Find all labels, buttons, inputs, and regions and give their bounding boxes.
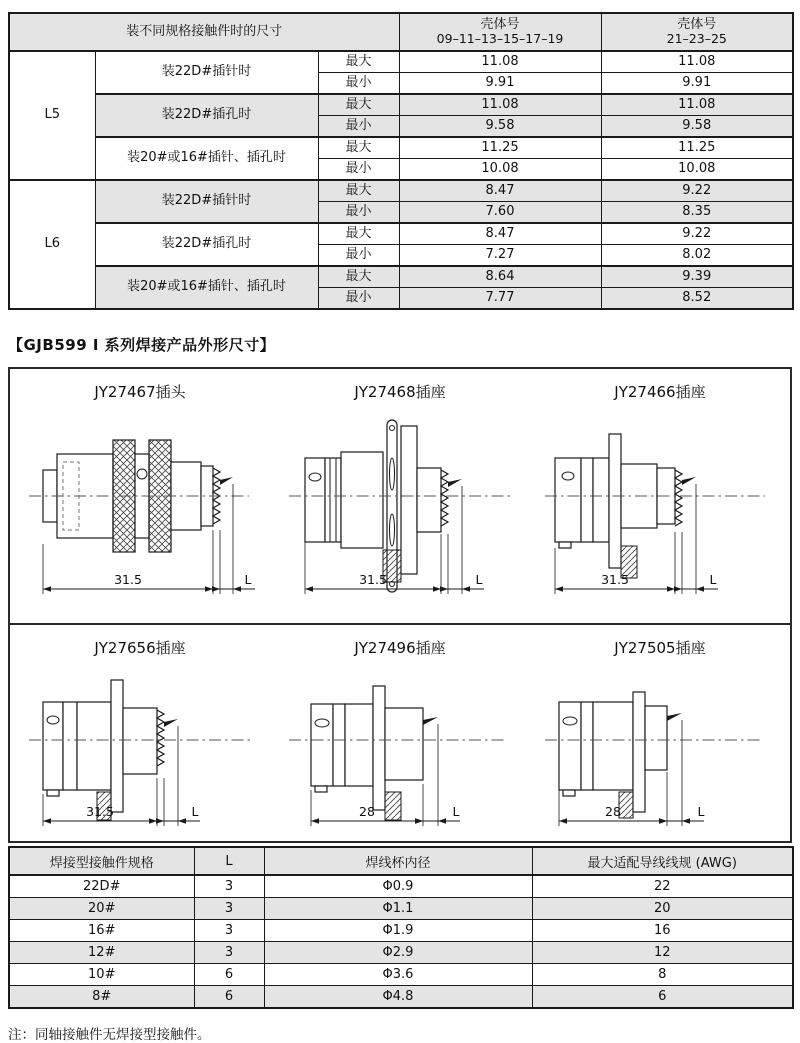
solder-table-header-cell: 焊线杯内径: [264, 847, 532, 875]
value-cell-shell2: 11.08: [601, 51, 793, 73]
minmax-label-cell: 最大: [318, 223, 399, 245]
minmax-label-cell: 最小: [318, 288, 399, 310]
value-cell-shell2: 8.02: [601, 245, 793, 267]
value-cell-shell2: 9.39: [601, 266, 793, 288]
connector-drawing-jy27468: [274, 404, 526, 609]
value-cell-shell2: 8.35: [601, 202, 793, 224]
minmax-label-cell: 最小: [318, 159, 399, 181]
minmax-label-cell: 最小: [318, 116, 399, 138]
value-cell-shell2: 9.58: [601, 116, 793, 138]
connector-drawing-jy27467: [14, 404, 266, 609]
section-heading: 【GJB599 I 系列焊接产品外形尺寸】: [8, 336, 276, 354]
connector-drawing-jy27466: [534, 404, 786, 609]
table-cell: 22D#: [9, 875, 194, 898]
table-cell: 6: [194, 964, 264, 986]
solder-table-row: [9, 986, 793, 1009]
value-cell-shell2: 10.08: [601, 159, 793, 181]
drawing-title: JY27467插头: [94, 383, 186, 401]
value-cell-shell1: 11.08: [399, 51, 601, 73]
drawing-jy27505: [530, 625, 790, 841]
dim-table-row: [9, 180, 793, 202]
value-cell-shell1: 7.77: [399, 288, 601, 310]
drawing-jy27467: [10, 369, 270, 623]
connector-drawing-jy27496: [274, 660, 526, 840]
table-cell: 8: [532, 964, 793, 986]
value-cell-shell2: 11.08: [601, 94, 793, 116]
value-cell-shell1: 8.47: [399, 180, 601, 202]
connector-drawing-jy27505: [534, 660, 786, 840]
table-cell: 3: [194, 920, 264, 942]
table-cell: 3: [194, 898, 264, 920]
dimensions-table: [8, 12, 794, 310]
solder-table-row: [9, 964, 793, 986]
shell-header-2-range: 21–23–25: [666, 31, 727, 47]
table-cell: Φ1.9: [264, 920, 532, 942]
section-label-cell: L6: [9, 180, 95, 309]
shell-header-1-range: 09–11–13–15–17–19: [436, 31, 564, 47]
value-cell-shell1: 9.58: [399, 116, 601, 138]
drawings-row-1: [10, 369, 790, 625]
value-cell-shell1: 11.08: [399, 94, 601, 116]
drawings-row-2: [10, 625, 790, 841]
value-cell-shell2: 11.25: [601, 137, 793, 159]
dim-l-label: L: [191, 804, 199, 819]
dim-l-label: L: [697, 804, 705, 819]
solder-table-row: [9, 942, 793, 964]
table-cell: 12: [532, 942, 793, 964]
contact-desc-cell: 装20#或16#插针、插孔时: [95, 266, 318, 309]
minmax-label-cell: 最大: [318, 51, 399, 73]
minmax-label-cell: 最大: [318, 180, 399, 202]
minmax-label-cell: 最小: [318, 245, 399, 267]
dim-l-label: L: [475, 572, 483, 587]
dim-main-label: 31.5: [114, 572, 142, 587]
value-cell-shell1: 7.27: [399, 245, 601, 267]
dim-table-row: [9, 51, 793, 73]
value-cell-shell2: 9.22: [601, 223, 793, 245]
table-cell: 16: [532, 920, 793, 942]
drawings-panel: [8, 367, 792, 843]
shell-header-2-title: 壳体号: [677, 16, 717, 32]
dim-table-shell-header-1: [399, 13, 601, 51]
dim-main-label: 31.5: [359, 572, 387, 587]
drawing-title: JY27496插座: [354, 639, 446, 657]
table-cell: Φ3.6: [264, 964, 532, 986]
contact-desc-cell: 装22D#插孔时: [95, 223, 318, 266]
dim-l-label: L: [452, 804, 460, 819]
table-cell: 6: [194, 986, 264, 1009]
table-cell: Φ0.9: [264, 875, 532, 898]
drawing-title: JY27466插座: [614, 383, 706, 401]
table-cell: 6: [532, 986, 793, 1009]
solder-table-row: [9, 875, 793, 898]
table-cell: 12#: [9, 942, 194, 964]
connector-drawing-jy27656: [14, 660, 266, 840]
dim-table-row: [9, 94, 793, 116]
minmax-label-cell: 最大: [318, 266, 399, 288]
dim-table-row: [9, 266, 793, 288]
drawing-title: JY27468插座: [354, 383, 446, 401]
solder-table-header-row: [9, 847, 793, 875]
table-cell: Φ2.9: [264, 942, 532, 964]
dim-l-label: L: [244, 572, 252, 587]
shell-header-1-title: 壳体号: [480, 16, 520, 32]
solder-table-header-cell: 最大适配导线线规 (AWG): [532, 847, 793, 875]
note-text: 注：同轴接触件无焊接型接触件。: [8, 1027, 211, 1043]
dim-table-shell-header-2: [601, 13, 793, 51]
drawing-jy27656: [10, 625, 270, 841]
minmax-label-cell: 最小: [318, 202, 399, 224]
solder-table: [8, 846, 794, 1009]
table-cell: Φ4.8: [264, 986, 532, 1009]
table-cell: 10#: [9, 964, 194, 986]
solder-table-header-cell: 焊接型接触件规格: [9, 847, 194, 875]
value-cell-shell1: 9.91: [399, 73, 601, 95]
dim-main-label: 31.5: [86, 804, 114, 819]
contact-desc-cell: 装22D#插孔时: [95, 94, 318, 137]
drawing-jy27468: [270, 369, 530, 623]
dim-main-label: 28: [359, 804, 375, 819]
value-cell-shell1: 8.64: [399, 266, 601, 288]
value-cell-shell1: 7.60: [399, 202, 601, 224]
table-cell: 3: [194, 942, 264, 964]
value-cell-shell2: 9.91: [601, 73, 793, 95]
dim-table-row: [9, 223, 793, 245]
table-cell: 8#: [9, 986, 194, 1009]
table-cell: 20#: [9, 898, 194, 920]
table-cell: Φ1.1: [264, 898, 532, 920]
drawing-title: JY27656插座: [94, 639, 186, 657]
contact-desc-cell: 装20#或16#插针、插孔时: [95, 137, 318, 180]
section-label-cell: L5: [9, 51, 95, 180]
table-cell: 22: [532, 875, 793, 898]
drawing-jy27466: [530, 369, 790, 623]
contact-desc-cell: 装22D#插针时: [95, 180, 318, 223]
value-cell-shell1: 10.08: [399, 159, 601, 181]
dim-l-label: L: [709, 572, 717, 587]
solder-table-row: [9, 920, 793, 942]
value-cell-shell2: 8.52: [601, 288, 793, 310]
dim-table-main-header: 装不同规格接触件时的尺寸: [9, 13, 399, 51]
value-cell-shell1: 11.25: [399, 137, 601, 159]
table-cell: 3: [194, 875, 264, 898]
value-cell-shell1: 8.47: [399, 223, 601, 245]
value-cell-shell2: 9.22: [601, 180, 793, 202]
table-cell: 20: [532, 898, 793, 920]
table-cell: 16#: [9, 920, 194, 942]
dim-table-row: [9, 137, 793, 159]
minmax-label-cell: 最大: [318, 137, 399, 159]
contact-desc-cell: 装22D#插针时: [95, 51, 318, 94]
drawing-jy27496: [270, 625, 530, 841]
solder-table-row: [9, 898, 793, 920]
dim-main-label: 28: [605, 804, 621, 819]
minmax-label-cell: 最小: [318, 73, 399, 95]
dim-main-label: 31.5: [601, 572, 629, 587]
drawing-title: JY27505插座: [614, 639, 706, 657]
solder-table-header-cell: L: [194, 847, 264, 875]
minmax-label-cell: 最大: [318, 94, 399, 116]
dim-table-header-row: [9, 13, 793, 51]
